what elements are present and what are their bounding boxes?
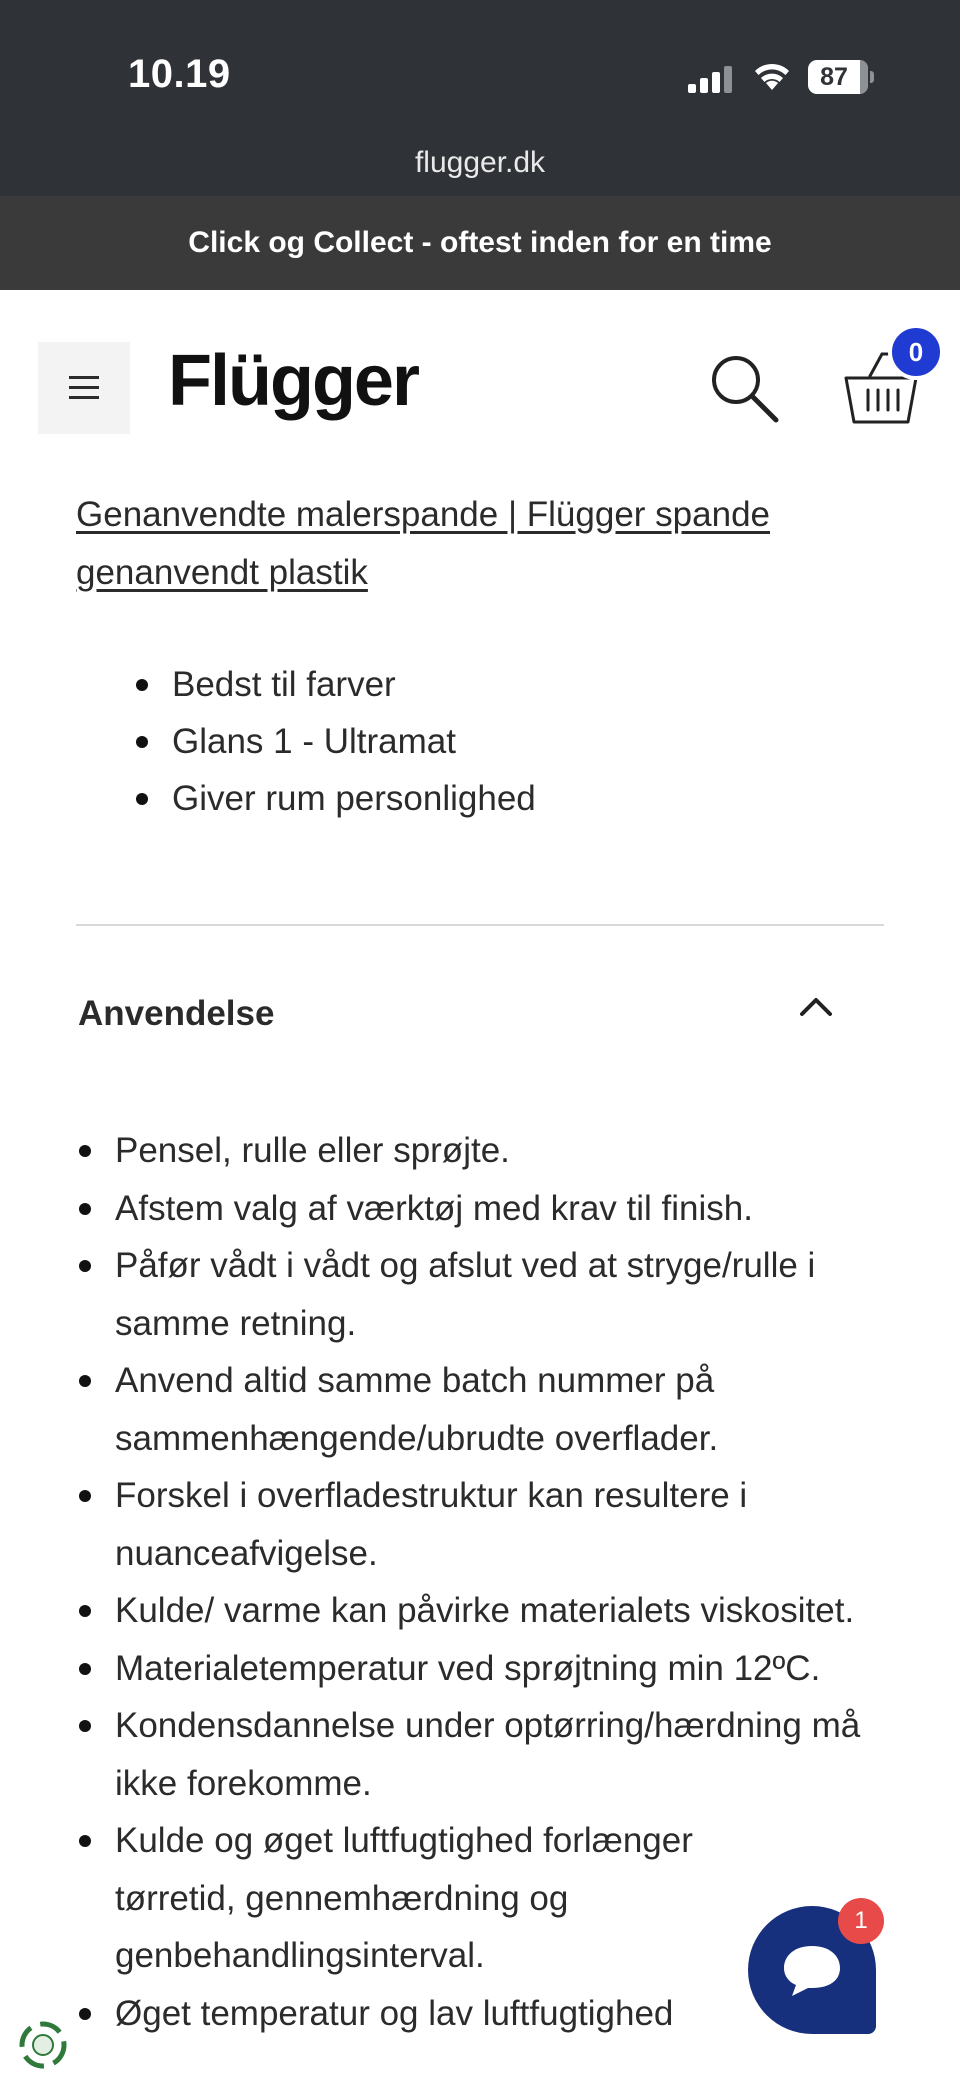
list-item: Øget temperatur og lav luftfugtighed: [115, 1985, 895, 2043]
list-item: Glans 1 - Ultramat: [172, 713, 536, 770]
list-item: Materialetemperatur ved sprøjtning min 12ºC.: [115, 1640, 895, 1698]
browser-status-area: [0, 0, 960, 196]
cart-count-badge: 0: [888, 324, 944, 380]
cellular-signal-icon: [686, 64, 734, 94]
recycle-icon[interactable]: [16, 2018, 70, 2072]
list-item: Bedst til farver: [172, 656, 536, 713]
list-item: Giver rum personlighed: [172, 770, 536, 827]
status-time: 10.19: [128, 52, 231, 96]
list-item: Afstem valg af værktøj med krav til finish.: [115, 1180, 895, 1238]
chat-bubble-icon: [780, 1942, 844, 1998]
list-item: Kulde/ varme kan påvirke materialets viskositet.: [115, 1582, 895, 1640]
site-header: [0, 290, 960, 470]
list-item: Kondensdannelse under optørring/hærdning må ikke forekomme.: [115, 1697, 895, 1812]
banner-text: Click og Collect - oftest inden for en time: [188, 226, 772, 259]
menu-icon: [69, 376, 99, 400]
list-item: Forskel i overfladestruktur kan resultere i nuanceafvigelse.: [115, 1467, 895, 1582]
list-item: Påfør vådt i vådt og afslut ved at stryge/rulle i samme retning.: [115, 1237, 895, 1352]
recycled-buckets-link[interactable]: Genanvendte malerspande | Flügger spande genanvendt plastik: [76, 495, 771, 592]
click-and-collect-banner[interactable]: [0, 196, 960, 290]
chevron-up-icon[interactable]: [796, 992, 836, 1022]
feature-list: [172, 656, 536, 827]
list-item: Kulde og øget luftfugtighed forlænger tørretid, gennemhærdning og genbehandlingsinterval.: [115, 1812, 755, 1985]
battery-level: 87: [820, 63, 848, 91]
section-divider: [76, 924, 884, 926]
flugger-logo[interactable]: Flügger: [168, 341, 418, 421]
chat-unread-badge: 1: [838, 1898, 884, 1944]
battery-icon: [808, 60, 874, 94]
usage-list: [115, 1122, 895, 2042]
wifi-icon: [752, 58, 792, 92]
list-item: Anvend altid samme batch nummer på sammenhængende/ubrudte overflader.: [115, 1352, 895, 1467]
search-icon[interactable]: [708, 352, 780, 424]
accordion-title-anvendelse[interactable]: Anvendelse: [78, 994, 275, 1033]
address-bar-url[interactable]: flugger.dk: [414, 146, 546, 179]
list-item: Pensel, rulle eller sprøjte.: [115, 1122, 895, 1180]
menu-button[interactable]: [38, 342, 130, 434]
